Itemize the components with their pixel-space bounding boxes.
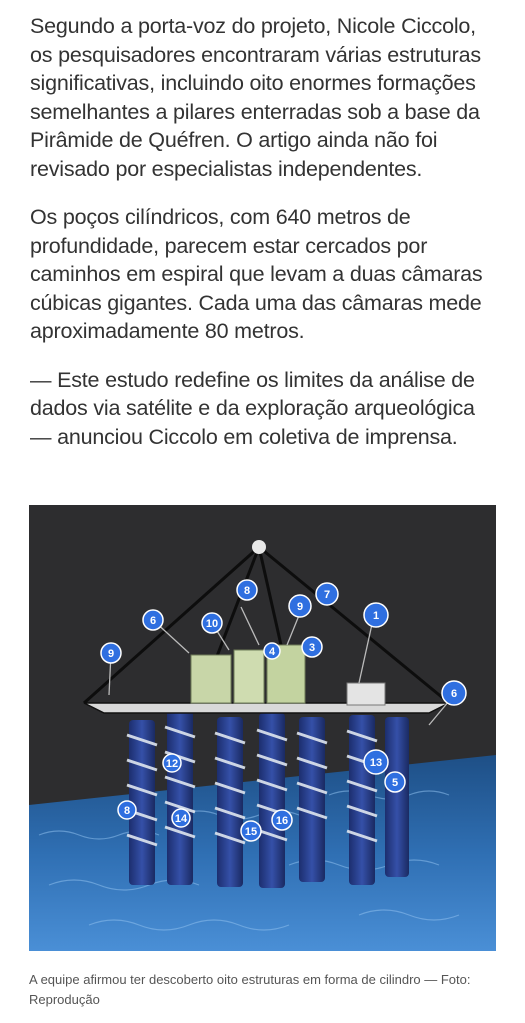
marker-label: 10 <box>205 618 219 630</box>
marker-label: 6 <box>450 688 458 700</box>
marker-label: 1 <box>372 610 380 622</box>
marker-label: 7 <box>323 589 331 601</box>
article-image <box>29 505 496 951</box>
apex-sphere <box>252 540 266 554</box>
marker-label: 5 <box>391 777 399 789</box>
pyramid-structure-illustration <box>29 505 496 951</box>
marker-label: 3 <box>308 642 316 654</box>
pyramid-base-platform <box>84 703 449 713</box>
marker-label: 14 <box>174 813 188 825</box>
marker-label: 8 <box>123 805 131 817</box>
article-paragraph: Os poços cilíndricos, com 640 metros de profundidade, parecem estar cercados por caminhos em espiral que levam a duas câmaras cúbicas gigantes. Cada uma das câmaras mede aproximadamente 80 metros. <box>30 205 483 343</box>
marker-label: 9 <box>107 648 115 660</box>
marker-label: 6 <box>149 615 157 627</box>
marker-label: 12 <box>165 758 179 770</box>
marker-label: 15 <box>244 826 258 838</box>
marker-label: 4 <box>268 646 276 658</box>
article-paragraph: Segundo a porta-voz do projeto, Nicole Ciccolo, os pesquisadores encontraram várias estruturas significativas, incluindo oito enormes formações semelhantes a pilares enterradas sob a base da Pirâmide de Quéfren. O artigo ainda não foi revisado por especialistas independentes. <box>30 14 481 181</box>
marker-label: 8 <box>243 585 251 597</box>
marker-label: 16 <box>275 815 289 827</box>
image-caption: A equipe afirmou ter descoberto oito estruturas em forma de cilindro — Foto: Reprodução <box>29 972 471 1007</box>
article-body <box>0 0 525 451</box>
article-paragraph: — Este estudo redefine os limites da análise de dados via satélite e da exploração arqueológica — anunciou Ciccolo em coletiva de imprensa. <box>30 367 475 449</box>
marker-label: 9 <box>296 601 304 613</box>
marker-label: 13 <box>369 757 383 769</box>
